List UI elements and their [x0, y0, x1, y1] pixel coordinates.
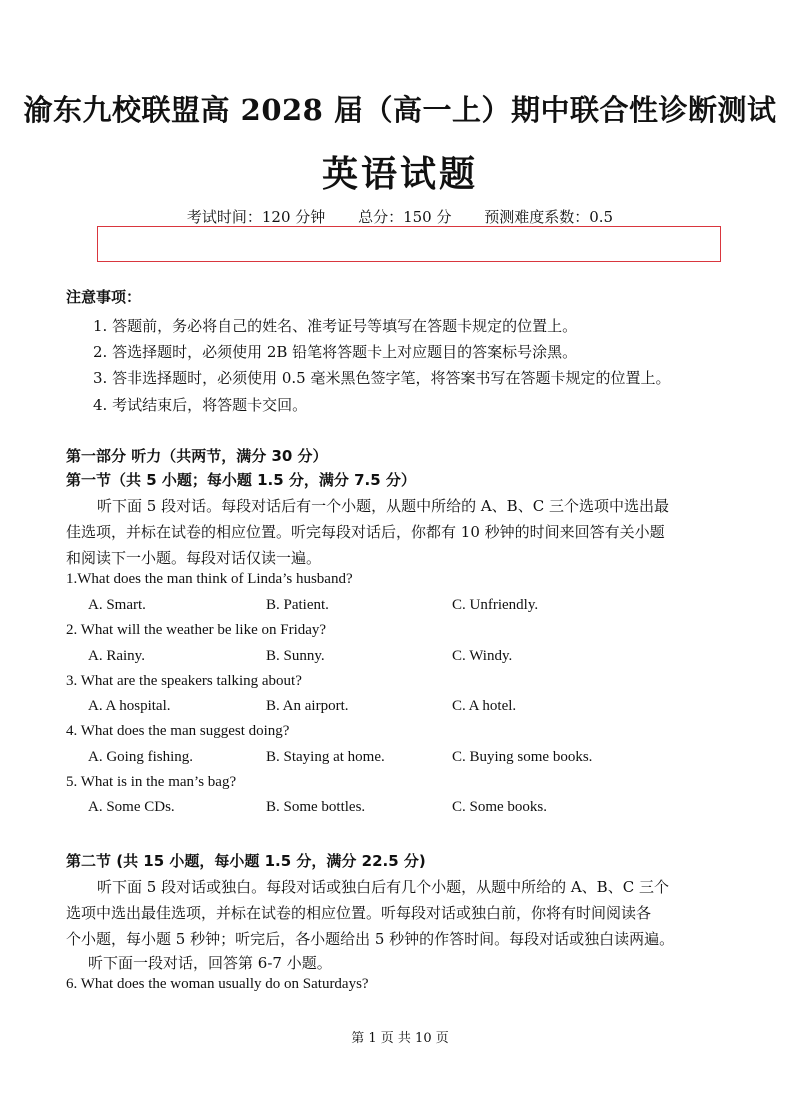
option-c: C. Unfriendly.	[452, 597, 539, 613]
notice-item: 1. 答题前，务必将自己的姓名、准考证号等填写在答题卡规定的位置上。	[93, 317, 578, 335]
question-text: 1.What does the man think of Linda’s husband?	[66, 571, 353, 587]
option-a: A. Smart.	[88, 597, 146, 613]
exam-meta	[0, 206, 800, 227]
option-a: A. A hospital.	[88, 698, 171, 714]
exam-title: 渝东九校联盟高 2028 届（高一上）期中联合性诊断测试	[23, 93, 777, 127]
section2-instruction: 个小题，每小题 5 秒钟；听完后，各小题给出 5 秒钟的作答时间。每段对话或独白读两遍。	[66, 930, 675, 948]
section1-title: 第一节（共 5 小题；每小题 1.5 分，满分 7.5 分）	[66, 471, 416, 489]
option-a: A. Some CDs.	[88, 799, 175, 815]
option-c: C. Some books.	[452, 799, 548, 815]
question-text: 5. What is in the man’s bag?	[66, 774, 237, 790]
question-text: 3. What are the speakers talking about?	[66, 673, 302, 689]
option-c: C. A hotel.	[452, 698, 517, 714]
notice-item: 4. 考试结束后，将答题卡交回。	[93, 396, 308, 414]
notice-item: 2. 答选择题时，必须使用 2B 铅笔将答题卡上对应题目的答案标号涂黑。	[93, 343, 578, 361]
exam-subject-title: 英语试题	[321, 153, 478, 195]
question-text: 6. What does the woman usually do on Saturdays?	[66, 976, 369, 992]
section1-instruction: 和阅读下一小题。每段对话仅读一遍。	[66, 549, 322, 567]
question-text: 4. What does the man suggest doing?	[66, 723, 290, 739]
option-a: A. Rainy.	[88, 648, 145, 664]
section1-instruction: 听下面 5 段对话。每段对话后有一个小题，从题中所给的 A、B、C 三个选项中选出最	[97, 497, 669, 515]
candidate-info-box	[97, 226, 721, 262]
page-number: 第 1 页 共 10 页	[351, 1031, 449, 1046]
difficulty-coefficient: 预测难度系数：0.5	[484, 208, 614, 226]
option-b: B. An airport.	[266, 698, 349, 714]
notice-item: 3. 答非选择题时，必须使用 0.5 毫米黑色签字笔，将答案书写在答题卡规定的位置上。	[93, 369, 671, 387]
option-a: A. Going fishing.	[88, 749, 193, 765]
exam-time: 考试时间：120 分钟	[186, 208, 326, 226]
option-c: C. Windy.	[452, 648, 513, 664]
dialog-intro: 听下面一段对话，回答第 6-7 小题。	[88, 954, 332, 972]
option-b: B. Sunny.	[266, 648, 325, 664]
question-text: 2. What will the weather be like on Friday?	[66, 622, 327, 638]
option-c: C. Buying some books.	[452, 749, 593, 765]
section2-instruction: 选项中选出最佳选项，并标在试卷的相应位置。听每段对话或独白前，你将有时间阅读各	[66, 904, 652, 922]
notice-title: 注意事项：	[66, 288, 142, 306]
option-b: B. Patient.	[266, 597, 329, 613]
total-score: 总分：150 分	[358, 208, 452, 226]
section1-instruction: 佳选项，并标在试卷的相应位置。听完每段对话后，你都有 10 秒钟的时间来回答有关小题	[66, 523, 665, 541]
section2-instruction: 听下面 5 段对话或独白。每段对话或独白后有几个小题，从题中所给的 A、B、C 三个	[97, 878, 669, 896]
option-b: B. Staying at home.	[266, 749, 385, 765]
part1-title: 第一部分 听力（共两节，满分 30 分）	[66, 447, 328, 465]
option-b: B. Some bottles.	[266, 799, 366, 815]
section2-title: 第二节 (共 15 小题，每小题 1.5 分，满分 22.5 分)	[66, 852, 426, 870]
